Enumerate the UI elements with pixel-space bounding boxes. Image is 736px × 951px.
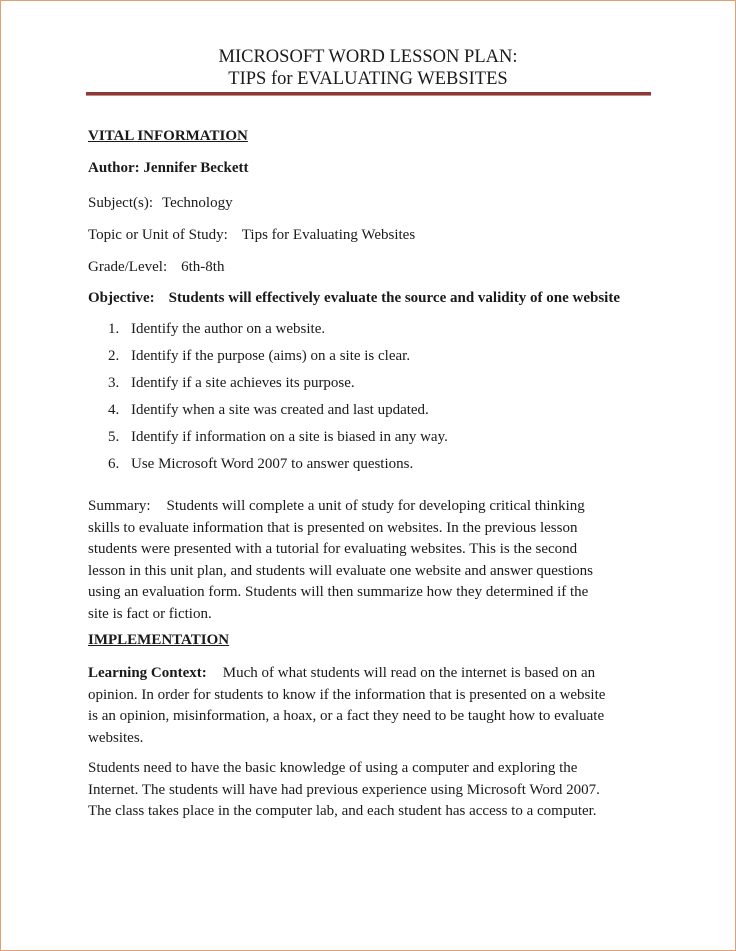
grade-value: 6th-8th bbox=[181, 259, 225, 275]
vital-information-heading: VITAL INFORMATION bbox=[88, 128, 248, 144]
title-divider bbox=[86, 92, 651, 95]
subject-value: Technology bbox=[162, 195, 233, 211]
prerequisites-paragraph: Students need to have the basic knowledge of using a computer and exploring the Internet. The students will have had previous experience using Microsoft Word 2007. The class takes place in the computer lab, and each student has access to a computer. bbox=[88, 760, 600, 819]
document-title-line1: MICROSOFT WORD LESSON PLAN: bbox=[218, 47, 518, 67]
list-item: 3. Identify if a site achieves its purpose. bbox=[108, 375, 355, 391]
objective-value: Students will effectively evaluate the source and validity of one website bbox=[168, 290, 620, 306]
implementation-heading: IMPLEMENTATION bbox=[88, 632, 230, 648]
list-item: 5. Identify if information on a site is biased in any way. bbox=[108, 429, 448, 445]
subject-label: Subject(s): bbox=[88, 195, 153, 211]
topic-value: Tips for Evaluating Websites bbox=[241, 227, 416, 243]
summary-paragraph: Summary: Students will complete a unit of study for developing critical thinking skills to evaluate information that is presented on websites. In the previous lesson students were presented with a tutorial for evaluating websites. This is the second lesson in this unit plan, and students will evaluate one website and answer questions using an evaluation form. Students will then summarize how they determined if the site is fact or fiction. bbox=[88, 498, 593, 622]
document-title-line2: TIPS for EVALUATING WEBSITES bbox=[228, 69, 508, 89]
grade-line bbox=[88, 258, 224, 276]
topic-line bbox=[88, 226, 415, 244]
summary-label: Summary: bbox=[88, 498, 151, 514]
author-line: Author: Jennifer Beckett bbox=[88, 160, 249, 176]
topic-label: Topic or Unit of Study: bbox=[88, 227, 228, 243]
learning-context-label: Learning Context: bbox=[88, 665, 207, 681]
list-item: 1. Identify the author on a website. bbox=[108, 321, 326, 337]
objectives-list bbox=[108, 320, 448, 482]
list-item: 2. Identify if the purpose (aims) on a site is clear. bbox=[108, 348, 411, 364]
objective-label: Objective: bbox=[88, 290, 155, 306]
objective-line bbox=[88, 289, 620, 307]
subject-line bbox=[88, 194, 233, 212]
learning-context-paragraph: Learning Context: Much of what students will read on the internet is based on an opinion. In order for students to know if the information that is presented on a website is an opinion, misinformation, a hoax, or a fact they need to be taught how to evaluate websites. bbox=[88, 665, 606, 746]
grade-label: Grade/Level: bbox=[88, 259, 168, 275]
list-item: 6. Use Microsoft Word 2007 to answer questions. bbox=[108, 456, 414, 472]
list-item: 4. Identify when a site was created and last updated. bbox=[108, 402, 429, 418]
